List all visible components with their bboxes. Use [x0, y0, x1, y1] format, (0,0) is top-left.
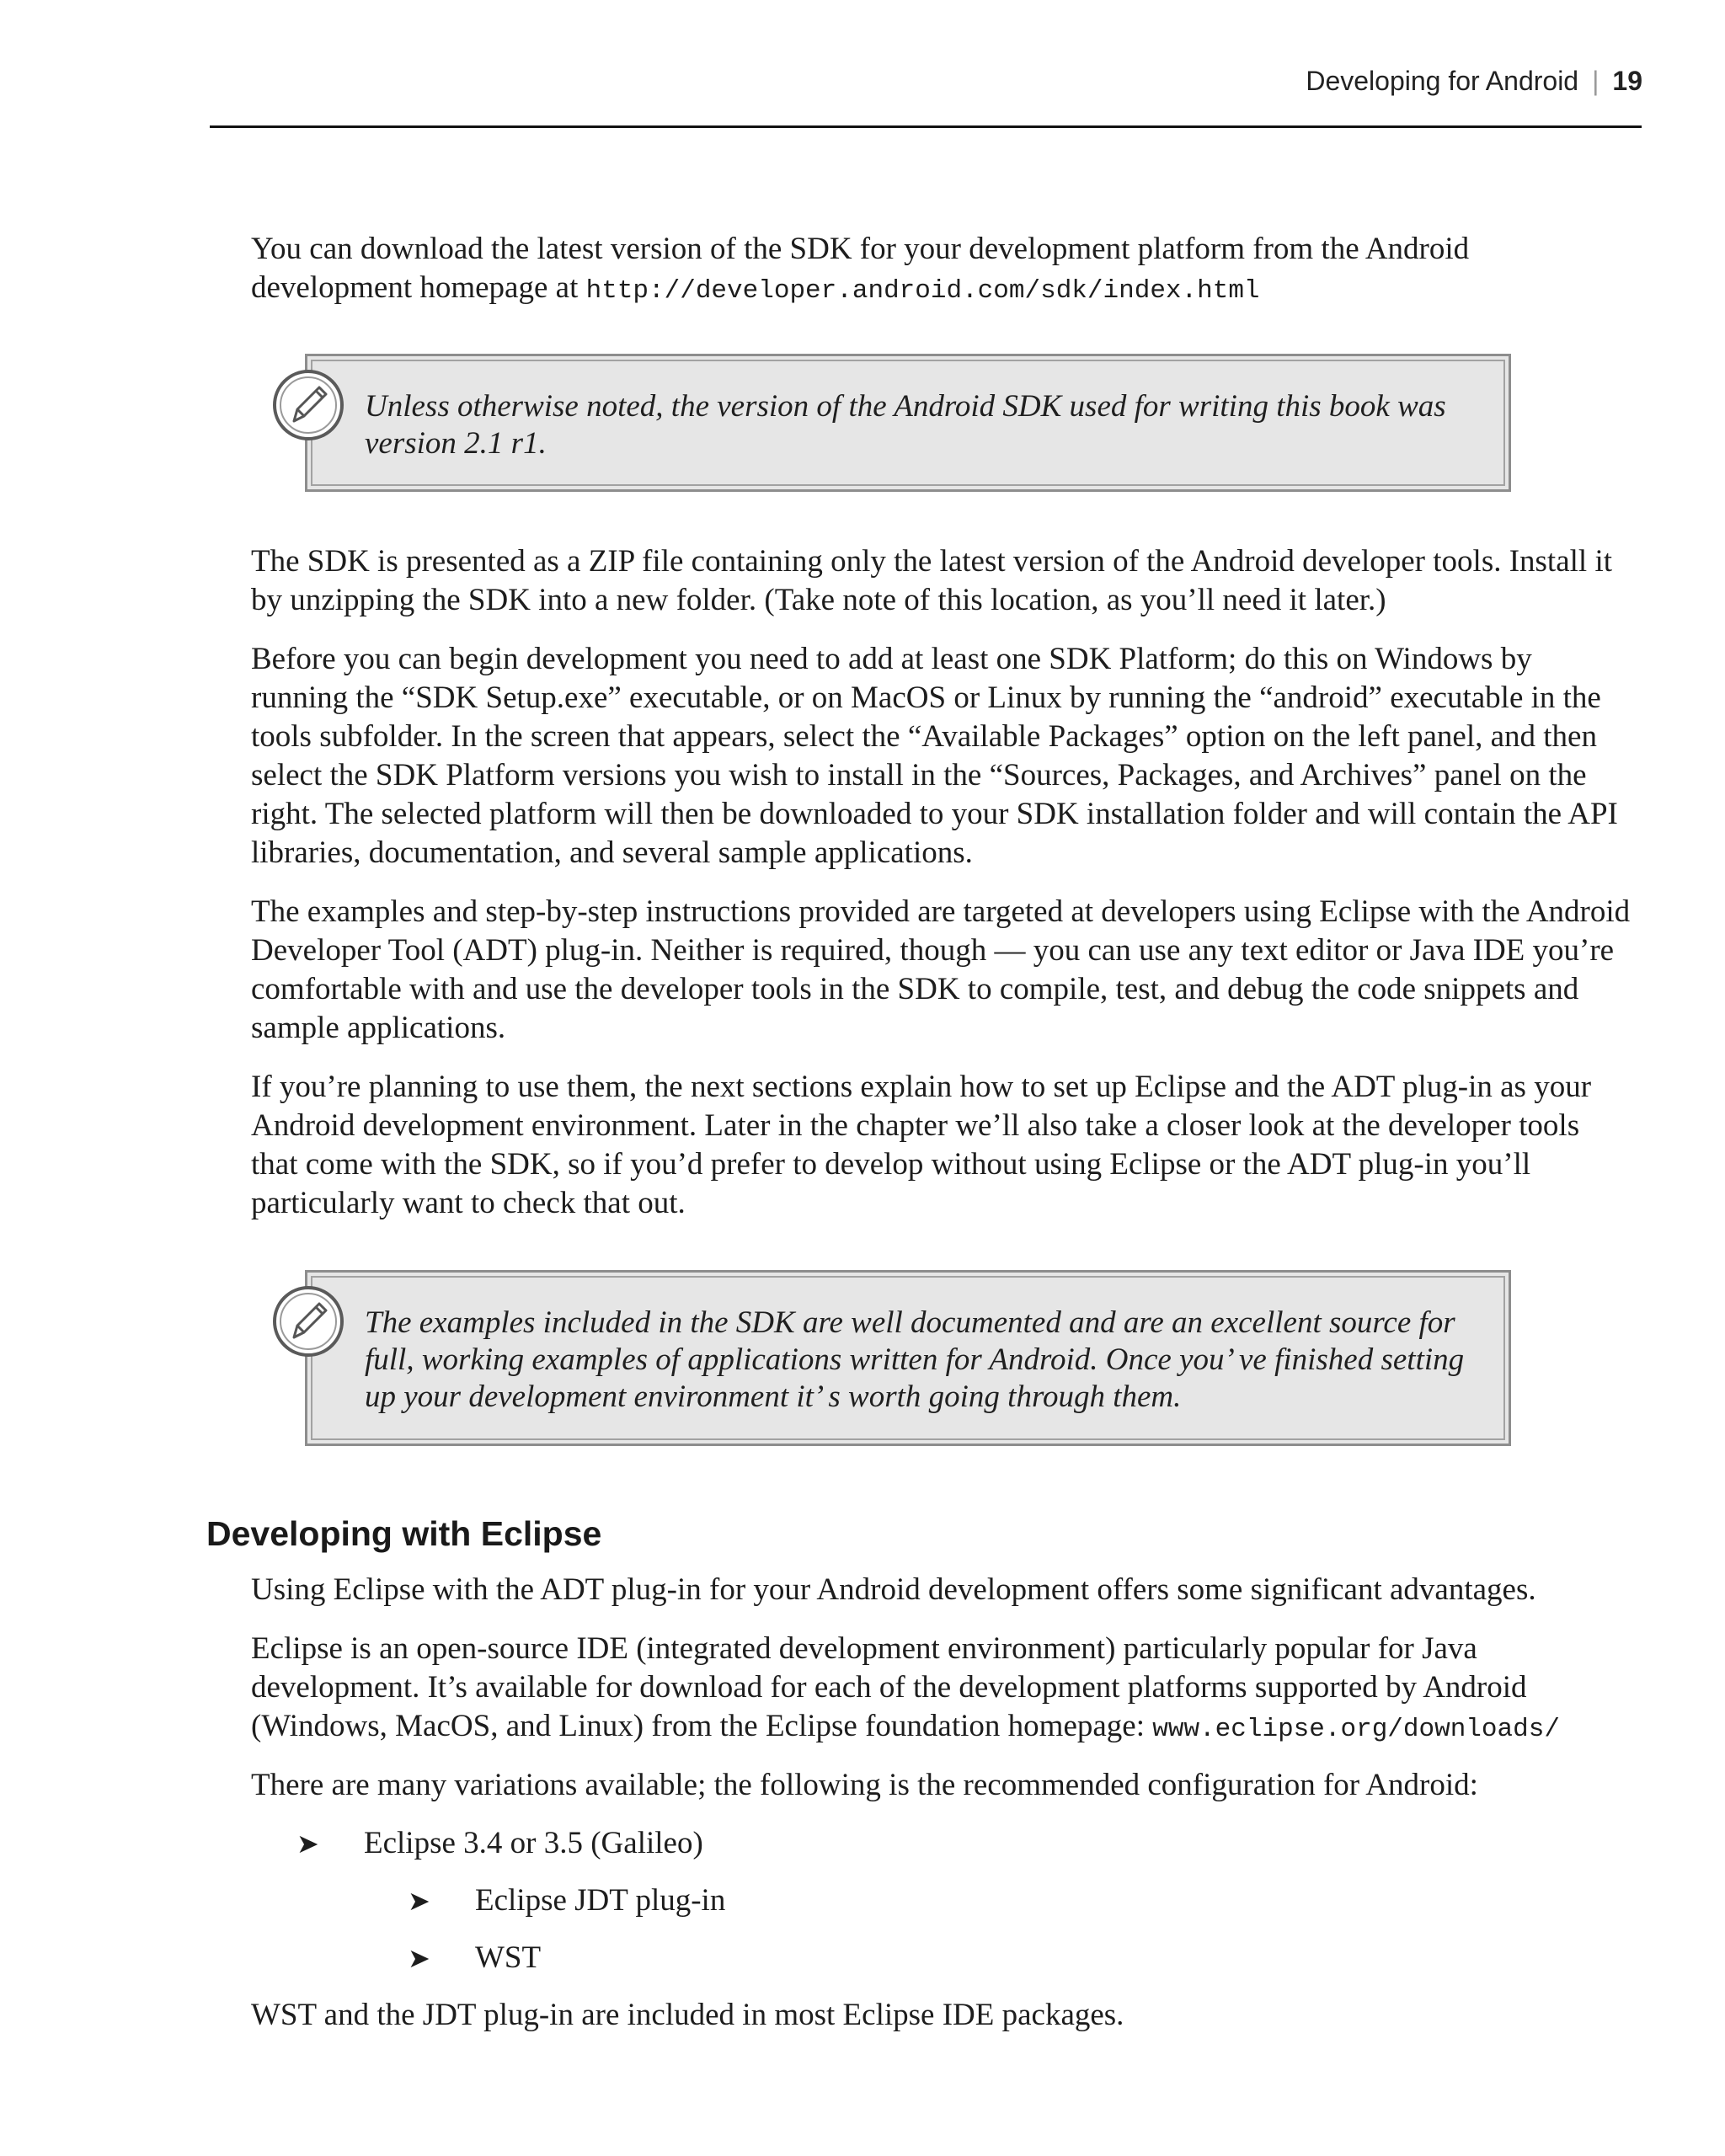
- pencil-note-icon: [272, 1285, 344, 1358]
- running-head: [1306, 66, 1642, 97]
- header-separator: |: [1592, 66, 1599, 96]
- paragraph-text: You can download the latest version of the SDK for your development platform from the Android development homepage at: [251, 232, 1470, 305]
- eclipse-download-url[interactable]: www.eclipse.org/downloads/: [1152, 1715, 1560, 1744]
- pencil-note-icon: [272, 369, 344, 441]
- note-text: The examples included in the SDK are well documented and are an excellent source for full, working examples of applications written for Android. Once you’ ve finished setting up your development environment it’ s worth going through them.: [365, 1305, 1465, 1414]
- page-number: 19: [1612, 66, 1642, 96]
- bullet-text: WST: [475, 1940, 542, 1975]
- paragraph-text: Eclipse is an open-source IDE (integrated development environment) particularly popular for Java development. It’s available for download for each of the development platforms supported by Android (Windows, MacOS, and Linux) from the Eclipse foundation homepage:: [251, 1631, 1527, 1743]
- running-title: Developing for Android: [1306, 66, 1579, 96]
- bullet-text: Eclipse JDT plug-in: [475, 1883, 726, 1918]
- bullet-item-jdt-plugin: [408, 1881, 725, 1920]
- paragraph-examples-eclipse: The examples and step-by-step instructions provided are targeted at developers using Eclipse with the Android Developer Tool (ADT) plug-in. Neither is required, though — you can use any text editor or Java IDE you’re comfortable with and use the developer tools in the SDK to compile, test, and debug the code snippets and sample applications.: [251, 894, 1631, 1045]
- paragraph-sdk-zip: The SDK is presented as a ZIP file containing only the latest version of the Android developer tools. Install it by unzipping the SDK into a new folder. (Take note of this location, as you’ll need it later.): [251, 544, 1613, 617]
- paragraph-eclipse-ide: [251, 1630, 1632, 1749]
- paragraph-sdk-platform: Before you can begin development you need to add at least one SDK Platform; do this on Windows by running the “SDK Setup.exe” executable, or on MacOS or Linux by running the “android” executable in the tools subfolder. In the screen that appears, select the “Available Packages” option on the left panel, and then select the SDK Platform versions you wish to install in the “Sources, Packages, and Archives” panel on the right. The selected platform will then be downloaded to your SDK installation folder and will contain the API libraries, documentation, and several sample applications.: [251, 642, 1618, 870]
- note-box-sdk-examples: [305, 1270, 1511, 1446]
- header-rule: [210, 125, 1642, 128]
- arrow-bullet-icon: ➤: [408, 1886, 430, 1916]
- arrow-bullet-icon: ➤: [408, 1943, 430, 1973]
- paragraph-variations: There are many variations available; the following is the recommended configuration for Android:: [251, 1768, 1478, 1802]
- paragraph-eclipse-advantages: Using Eclipse with the ADT plug-in for your Android development offers some significant advantages.: [251, 1572, 1536, 1607]
- section-heading: Developing with Eclipse: [206, 1514, 602, 1553]
- note-box-sdk-version: [305, 354, 1511, 492]
- note-text: Unless otherwise noted, the version of the Android SDK used for writing this book was version 2.1 r1.: [365, 389, 1446, 461]
- arrow-bullet-icon: ➤: [296, 1828, 319, 1859]
- bullet-text: Eclipse 3.4 or 3.5 (Galileo): [364, 1826, 703, 1860]
- sdk-download-url[interactable]: http://developer.android.com/sdk/index.html: [585, 276, 1260, 306]
- bullet-item-eclipse-version: [296, 1824, 703, 1863]
- paragraph-setup-eclipse: If you’re planning to use them, the next sections explain how to set up Eclipse and the ADT plug-in as your Android development environment. Later in the chapter we’ll also take a closer look at the developer tools that come with the SDK, so if you’d prefer to develop without using Eclipse or the ADT plug-in you’ll particularly want to check that out.: [251, 1070, 1592, 1220]
- paragraph-wst-jdt: WST and the JDT plug-in are included in most Eclipse IDE packages.: [251, 1998, 1124, 2032]
- paragraph-sdk-download: [251, 230, 1632, 311]
- bullet-item-wst: [408, 1939, 541, 1977]
